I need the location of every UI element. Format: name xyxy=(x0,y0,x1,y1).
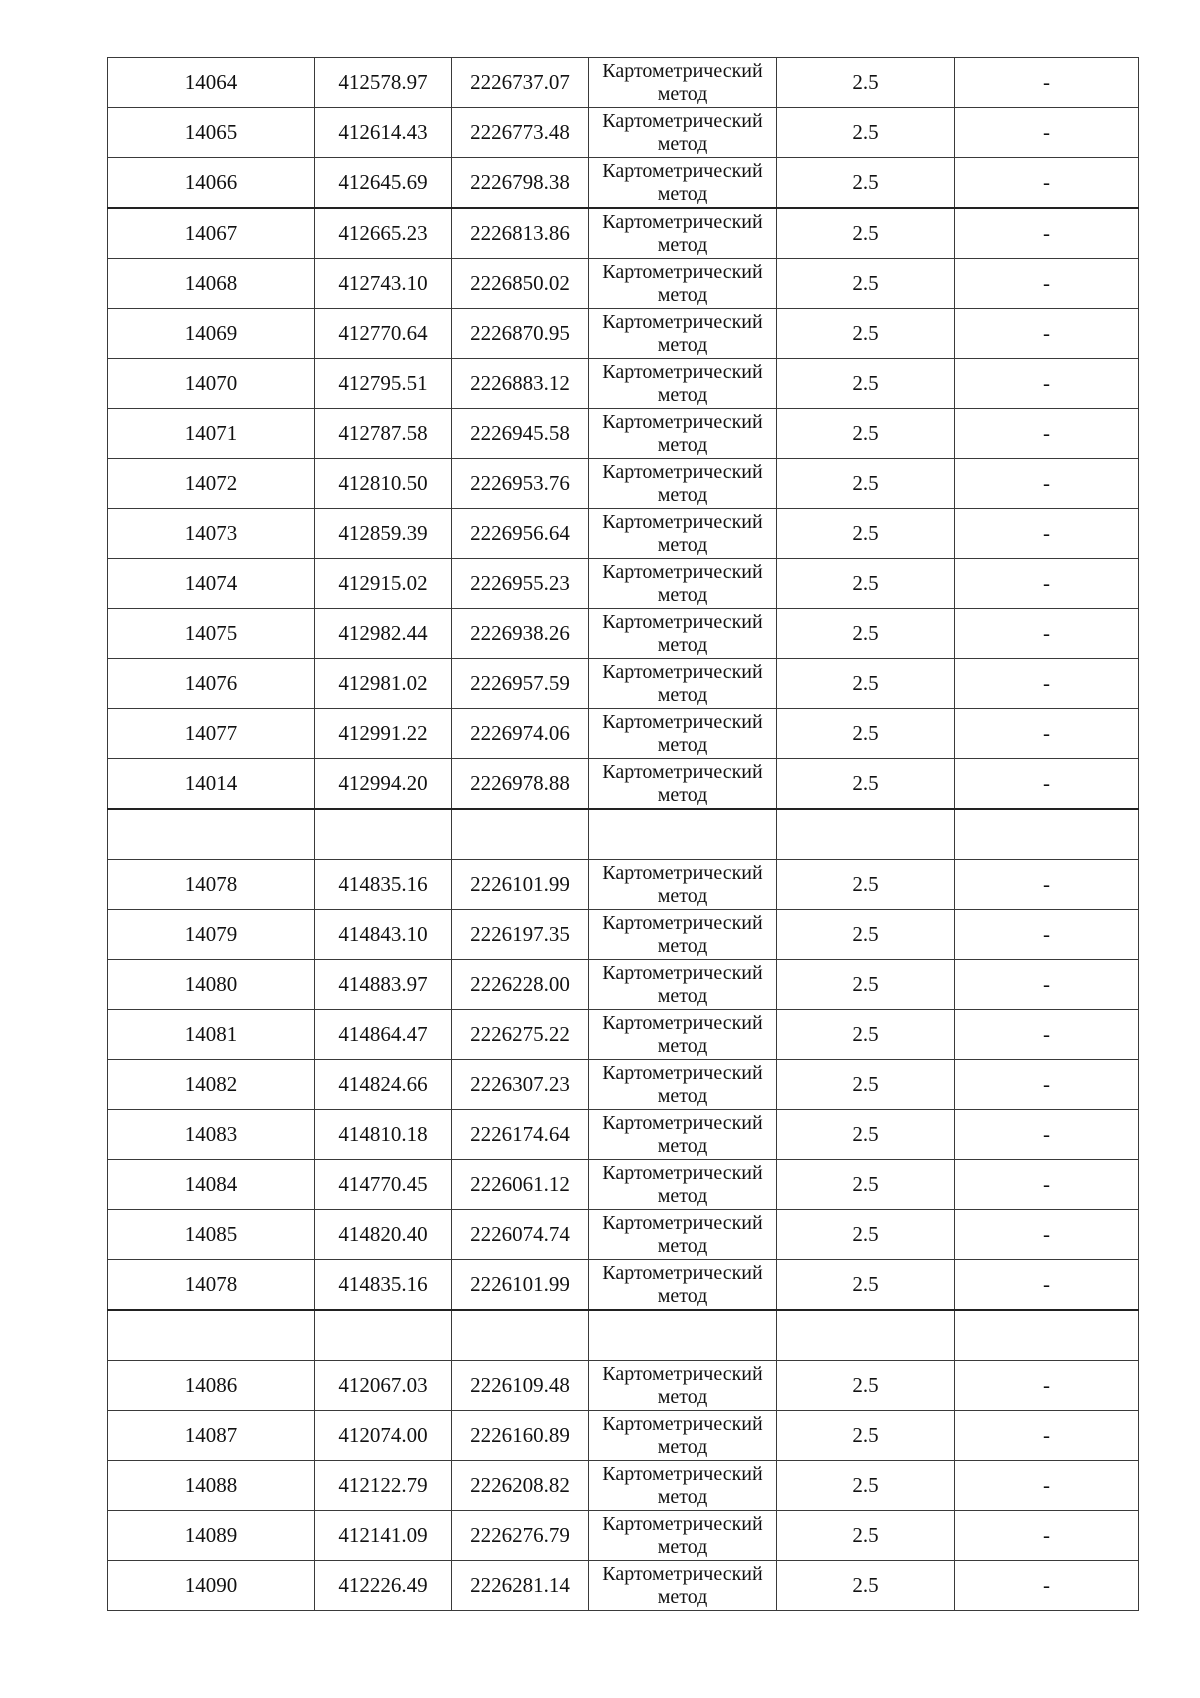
table-row xyxy=(108,659,1139,709)
cell-accuracy: 2.5 xyxy=(777,459,955,509)
cell-x-coordinate: 414835.16 xyxy=(315,1260,452,1311)
cell-method xyxy=(589,1310,777,1361)
cell-method: Картометрический метод xyxy=(589,309,777,359)
cell-x-coordinate: 412578.97 xyxy=(315,58,452,108)
cell-accuracy: 2.5 xyxy=(777,108,955,158)
table-row xyxy=(108,1511,1139,1561)
table-row xyxy=(108,1060,1139,1110)
table-row xyxy=(108,409,1139,459)
cell-x-coordinate: 412226.49 xyxy=(315,1561,452,1611)
cell-x-coordinate: 412645.69 xyxy=(315,158,452,209)
cell-note: - xyxy=(955,309,1139,359)
cell-x-coordinate: 414843.10 xyxy=(315,910,452,960)
cell-accuracy: 2.5 xyxy=(777,509,955,559)
cell-method: Картометрический метод xyxy=(589,58,777,108)
table-row xyxy=(108,910,1139,960)
cell-x-coordinate: 414770.45 xyxy=(315,1160,452,1210)
cell-method: Картометрический метод xyxy=(589,509,777,559)
cell-y-coordinate xyxy=(452,809,589,860)
cell-point-number xyxy=(108,809,315,860)
cell-x-coordinate: 412810.50 xyxy=(315,459,452,509)
cell-point-number xyxy=(108,1310,315,1361)
cell-accuracy: 2.5 xyxy=(777,359,955,409)
cell-x-coordinate: 412859.39 xyxy=(315,509,452,559)
table-row xyxy=(108,259,1139,309)
table-row xyxy=(108,108,1139,158)
cell-y-coordinate xyxy=(452,1310,589,1361)
cell-method: Картометрический метод xyxy=(589,910,777,960)
table-row xyxy=(108,158,1139,209)
cell-y-coordinate: 2226197.35 xyxy=(452,910,589,960)
cell-x-coordinate: 414883.97 xyxy=(315,960,452,1010)
cell-x-coordinate: 414810.18 xyxy=(315,1110,452,1160)
cell-x-coordinate: 412787.58 xyxy=(315,409,452,459)
cell-accuracy: 2.5 xyxy=(777,1411,955,1461)
table-row xyxy=(108,359,1139,409)
table-row xyxy=(108,609,1139,659)
cell-x-coordinate: 412141.09 xyxy=(315,1511,452,1561)
cell-y-coordinate: 2226275.22 xyxy=(452,1010,589,1060)
cell-note: - xyxy=(955,158,1139,209)
cell-y-coordinate: 2226061.12 xyxy=(452,1160,589,1210)
cell-x-coordinate: 412994.20 xyxy=(315,759,452,810)
cell-y-coordinate: 2226953.76 xyxy=(452,459,589,509)
cell-y-coordinate: 2226978.88 xyxy=(452,759,589,810)
cell-note: - xyxy=(955,1110,1139,1160)
cell-note: - xyxy=(955,1511,1139,1561)
cell-method: Картометрический метод xyxy=(589,1060,777,1110)
cell-accuracy: 2.5 xyxy=(777,1260,955,1311)
table-row xyxy=(108,709,1139,759)
table-row xyxy=(108,459,1139,509)
cell-y-coordinate: 2226813.86 xyxy=(452,208,589,259)
cell-point-number: 14076 xyxy=(108,659,315,709)
cell-note: - xyxy=(955,960,1139,1010)
cell-point-number: 14090 xyxy=(108,1561,315,1611)
cell-method: Картометрический метод xyxy=(589,960,777,1010)
cell-x-coordinate: 412122.79 xyxy=(315,1461,452,1511)
table-row xyxy=(108,1110,1139,1160)
cell-note: - xyxy=(955,910,1139,960)
cell-method: Картометрический метод xyxy=(589,359,777,409)
table-row xyxy=(108,1010,1139,1060)
cell-method: Картометрический метод xyxy=(589,459,777,509)
cell-method: Картометрический метод xyxy=(589,108,777,158)
cell-note: - xyxy=(955,709,1139,759)
cell-accuracy: 2.5 xyxy=(777,659,955,709)
cell-y-coordinate: 2226276.79 xyxy=(452,1511,589,1561)
cell-point-number: 14087 xyxy=(108,1411,315,1461)
cell-y-coordinate: 2226737.07 xyxy=(452,58,589,108)
table-row xyxy=(108,1561,1139,1611)
cell-point-number: 14079 xyxy=(108,910,315,960)
cell-point-number: 14068 xyxy=(108,259,315,309)
cell-point-number: 14071 xyxy=(108,409,315,459)
cell-method: Картометрический метод xyxy=(589,409,777,459)
table-row xyxy=(108,58,1139,108)
cell-y-coordinate: 2226957.59 xyxy=(452,659,589,709)
cell-point-number: 14072 xyxy=(108,459,315,509)
table-row xyxy=(108,1160,1139,1210)
cell-point-number: 14077 xyxy=(108,709,315,759)
cell-x-coordinate: 412795.51 xyxy=(315,359,452,409)
cell-accuracy: 2.5 xyxy=(777,409,955,459)
cell-y-coordinate: 2226109.48 xyxy=(452,1361,589,1411)
cell-x-coordinate xyxy=(315,809,452,860)
cell-x-coordinate: 414864.47 xyxy=(315,1010,452,1060)
cell-method: Картометрический метод xyxy=(589,609,777,659)
cell-point-number: 14080 xyxy=(108,960,315,1010)
cell-point-number: 14078 xyxy=(108,860,315,910)
cell-accuracy: 2.5 xyxy=(777,1110,955,1160)
table-row-empty xyxy=(108,809,1139,860)
cell-y-coordinate: 2226773.48 xyxy=(452,108,589,158)
cell-method: Картометрический метод xyxy=(589,1411,777,1461)
cell-accuracy: 2.5 xyxy=(777,1210,955,1260)
cell-x-coordinate: 412665.23 xyxy=(315,208,452,259)
cell-point-number: 14089 xyxy=(108,1511,315,1561)
cell-y-coordinate: 2226208.82 xyxy=(452,1461,589,1511)
cell-accuracy: 2.5 xyxy=(777,1361,955,1411)
cell-y-coordinate: 2226074.74 xyxy=(452,1210,589,1260)
cell-accuracy: 2.5 xyxy=(777,158,955,209)
table-row xyxy=(108,860,1139,910)
cell-note: - xyxy=(955,609,1139,659)
cell-y-coordinate: 2226870.95 xyxy=(452,309,589,359)
cell-note: - xyxy=(955,1561,1139,1611)
cell-accuracy: 2.5 xyxy=(777,759,955,810)
cell-x-coordinate: 412982.44 xyxy=(315,609,452,659)
cell-accuracy: 2.5 xyxy=(777,1160,955,1210)
cell-note: - xyxy=(955,409,1139,459)
table-row xyxy=(108,1461,1139,1511)
cell-method: Картометрический метод xyxy=(589,259,777,309)
cell-x-coordinate: 412915.02 xyxy=(315,559,452,609)
cell-note: - xyxy=(955,659,1139,709)
cell-point-number: 14078 xyxy=(108,1260,315,1311)
cell-method: Картометрический метод xyxy=(589,1361,777,1411)
cell-method: Картометрический метод xyxy=(589,1160,777,1210)
table-row-empty xyxy=(108,1310,1139,1361)
cell-y-coordinate: 2226938.26 xyxy=(452,609,589,659)
cell-x-coordinate: 414824.66 xyxy=(315,1060,452,1110)
cell-point-number: 14082 xyxy=(108,1060,315,1110)
cell-point-number: 14088 xyxy=(108,1461,315,1511)
cell-y-coordinate: 2226307.23 xyxy=(452,1060,589,1110)
cell-y-coordinate: 2226174.64 xyxy=(452,1110,589,1160)
cell-point-number: 14074 xyxy=(108,559,315,609)
cell-y-coordinate: 2226850.02 xyxy=(452,259,589,309)
cell-x-coordinate: 412743.10 xyxy=(315,259,452,309)
cell-accuracy: 2.5 xyxy=(777,709,955,759)
cell-y-coordinate: 2226956.64 xyxy=(452,509,589,559)
cell-note: - xyxy=(955,359,1139,409)
cell-note: - xyxy=(955,860,1139,910)
cell-note: - xyxy=(955,108,1139,158)
cell-note: - xyxy=(955,1060,1139,1110)
table-row xyxy=(108,208,1139,259)
cell-accuracy: 2.5 xyxy=(777,1060,955,1110)
cell-accuracy: 2.5 xyxy=(777,259,955,309)
cell-method: Картометрический метод xyxy=(589,1260,777,1311)
cell-method: Картометрический метод xyxy=(589,559,777,609)
cell-x-coordinate: 412991.22 xyxy=(315,709,452,759)
cell-x-coordinate: 414820.40 xyxy=(315,1210,452,1260)
cell-accuracy: 2.5 xyxy=(777,309,955,359)
cell-accuracy: 2.5 xyxy=(777,58,955,108)
cell-accuracy: 2.5 xyxy=(777,609,955,659)
table-row xyxy=(108,559,1139,609)
cell-note: - xyxy=(955,58,1139,108)
coordinates-table-body xyxy=(108,58,1139,1611)
cell-method: Картометрический метод xyxy=(589,158,777,209)
cell-x-coordinate: 412981.02 xyxy=(315,659,452,709)
cell-point-number: 14081 xyxy=(108,1010,315,1060)
cell-accuracy xyxy=(777,809,955,860)
cell-method: Картометрический метод xyxy=(589,860,777,910)
cell-method: Картометрический метод xyxy=(589,208,777,259)
cell-method: Картометрический метод xyxy=(589,1461,777,1511)
coordinates-table xyxy=(107,57,1139,1611)
cell-y-coordinate: 2226101.99 xyxy=(452,860,589,910)
cell-point-number: 14086 xyxy=(108,1361,315,1411)
cell-note: - xyxy=(955,1010,1139,1060)
cell-point-number: 14070 xyxy=(108,359,315,409)
cell-method: Картометрический метод xyxy=(589,1210,777,1260)
cell-point-number: 14075 xyxy=(108,609,315,659)
cell-note: - xyxy=(955,559,1139,609)
cell-method: Картометрический метод xyxy=(589,709,777,759)
cell-note xyxy=(955,809,1139,860)
table-row xyxy=(108,960,1139,1010)
cell-note: - xyxy=(955,759,1139,810)
cell-y-coordinate: 2226955.23 xyxy=(452,559,589,609)
cell-point-number: 14073 xyxy=(108,509,315,559)
table-row xyxy=(108,309,1139,359)
cell-note: - xyxy=(955,208,1139,259)
cell-point-number: 14069 xyxy=(108,309,315,359)
cell-y-coordinate: 2226228.00 xyxy=(452,960,589,1010)
cell-point-number: 14064 xyxy=(108,58,315,108)
table-row xyxy=(108,1210,1139,1260)
cell-accuracy xyxy=(777,1310,955,1361)
cell-note: - xyxy=(955,1361,1139,1411)
cell-y-coordinate: 2226798.38 xyxy=(452,158,589,209)
cell-y-coordinate: 2226101.99 xyxy=(452,1260,589,1311)
cell-note: - xyxy=(955,509,1139,559)
cell-method: Картометрический метод xyxy=(589,1561,777,1611)
cell-x-coordinate: 412074.00 xyxy=(315,1411,452,1461)
cell-accuracy: 2.5 xyxy=(777,1561,955,1611)
cell-accuracy: 2.5 xyxy=(777,910,955,960)
cell-method: Картометрический метод xyxy=(589,1010,777,1060)
cell-method xyxy=(589,809,777,860)
cell-x-coordinate: 412770.64 xyxy=(315,309,452,359)
cell-method: Картометрический метод xyxy=(589,659,777,709)
cell-point-number: 14066 xyxy=(108,158,315,209)
cell-accuracy: 2.5 xyxy=(777,1010,955,1060)
cell-accuracy: 2.5 xyxy=(777,860,955,910)
cell-y-coordinate: 2226883.12 xyxy=(452,359,589,409)
table-row xyxy=(108,509,1139,559)
cell-point-number: 14084 xyxy=(108,1160,315,1210)
cell-note: - xyxy=(955,1461,1139,1511)
cell-note xyxy=(955,1310,1139,1361)
cell-point-number: 14085 xyxy=(108,1210,315,1260)
cell-method: Картометрический метод xyxy=(589,1511,777,1561)
table-row xyxy=(108,1361,1139,1411)
cell-accuracy: 2.5 xyxy=(777,960,955,1010)
cell-note: - xyxy=(955,1160,1139,1210)
cell-accuracy: 2.5 xyxy=(777,559,955,609)
cell-accuracy: 2.5 xyxy=(777,1511,955,1561)
cell-point-number: 14067 xyxy=(108,208,315,259)
cell-x-coordinate: 412614.43 xyxy=(315,108,452,158)
cell-accuracy: 2.5 xyxy=(777,208,955,259)
cell-method: Картометрический метод xyxy=(589,759,777,810)
cell-note: - xyxy=(955,1411,1139,1461)
cell-y-coordinate: 2226160.89 xyxy=(452,1411,589,1461)
cell-x-coordinate xyxy=(315,1310,452,1361)
cell-point-number: 14014 xyxy=(108,759,315,810)
cell-x-coordinate: 412067.03 xyxy=(315,1361,452,1411)
cell-note: - xyxy=(955,459,1139,509)
cell-point-number: 14065 xyxy=(108,108,315,158)
cell-x-coordinate: 414835.16 xyxy=(315,860,452,910)
table-row xyxy=(108,1260,1139,1311)
table-row xyxy=(108,1411,1139,1461)
cell-note: - xyxy=(955,259,1139,309)
cell-y-coordinate: 2226281.14 xyxy=(452,1561,589,1611)
table-row xyxy=(108,759,1139,810)
cell-note: - xyxy=(955,1210,1139,1260)
cell-point-number: 14083 xyxy=(108,1110,315,1160)
cell-note: - xyxy=(955,1260,1139,1311)
cell-accuracy: 2.5 xyxy=(777,1461,955,1511)
cell-method: Картометрический метод xyxy=(589,1110,777,1160)
cell-y-coordinate: 2226974.06 xyxy=(452,709,589,759)
cell-y-coordinate: 2226945.58 xyxy=(452,409,589,459)
